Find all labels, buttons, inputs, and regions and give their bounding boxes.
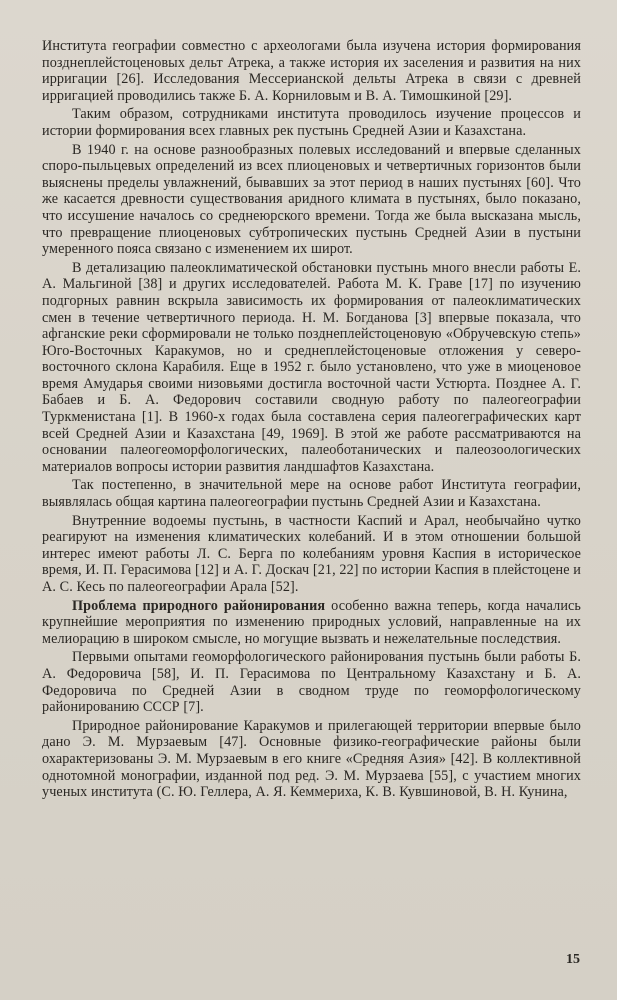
paragraph: Института географии совместно с археологами была изучена история формирования позднеплейстоценовых дельт Атрека, а также история их заселения и развития на них ирригации [26]. Исследования Мессерианской дельты Атрека в связи с древней ирригацией проводились также Б. А. Корниловым и В. А. Тимошкиной [29]. <box>42 38 581 104</box>
page-number: 15 <box>566 952 580 967</box>
body-text <box>42 38 581 801</box>
section-heading-inline: Проблема природного районирования <box>72 597 326 614</box>
paragraph <box>42 598 581 648</box>
paragraph-continuation: особенно важна теперь, когда начались крупнейшие мероприятия по изменению природных условий, направленные на их мелиорацию в широком смысле, но могущие вызвать и нежелательные последствия. <box>42 597 581 647</box>
paragraph: Природное районирование Каракумов и прилегающей территории впервые было дано Э. М. Мурзаевым [47]. Основные физико-географические районы были охарактеризованы Э. М. Мурзаевым в его книге «Средняя Азия» [42]. В коллективной однотомной монографии, изданной под ред. Э. М. Мурзаева [55], с участием многих ученых института (С. Ю. Геллера, А. Я. Кеммериха, К. В. Кувшиновой, В. Н. Кунина, <box>42 717 581 801</box>
paragraph: В 1940 г. на основе разнообразных полевых исследований и впервые сделанных споро-пыльцевых определений из всех плиоценовых и четвертичных горизонтов были выяснены пределы увлажнений, бывавших за этот период в наших пустынях [60]. Что же касается древности существования аридного климата в пустынях, было показано, что иссушение началось со среднеюрского времени. Тогда же была высказана мысль, что превращение плиоценовых субтропических пустынь Средней Азии в пустыни умеренного пояса связано с изменением их широт. <box>42 141 581 258</box>
paragraph: Так постепенно, в значительной мере на основе работ Института географии, выявлялась общая картина палеогеографии пустынь Средней Азии и Казахстана. <box>42 477 581 511</box>
paragraph: Внутренние водоемы пустынь, в частности Каспий и Арал, необычайно чутко реагируют на изменения климатических колебаний. И в этом отношении большой интерес имеют работы Л. С. Берга по колебаниям уровня Каспия в историческое время, И. П. Герасимова [12] и А. Г. Доскач [21, 22] по истории Каспия в плейстоцене и А. С. Кесь по палеогеографии Арала [52]. <box>42 512 581 595</box>
paragraph: Таким образом, сотрудниками института проводилось изучение процессов и истории формирования всех главных рек пустынь Средней Азии и Казахстана. <box>42 106 581 139</box>
paragraph: Первыми опытами геоморфологического районирования пустынь были работы Б. А. Федоровича [58], И. П. Герасимова по Центральному Казахстану и Б. А. Федоровича по Средней Азии в сводном труде по геоморфологическому районированию СССР [7]. <box>42 649 581 716</box>
paragraph: В детализацию палеоклиматической обстановки пустынь много внесли работы Е. А. Мальгиной [38] и других исследователей. Работа М. К. Граве [17] по изучению подгорных равнин вскрыла зависимость их формирования от палеоклиматических смен в течение четвертичного периода. Н. М. Богданова [3] впервые показала, что афганские реки сформировали не только позднеплейстоценовую «Обручевскую степь» Юго-Восточных Каракумов, но и среднеплейстоценовые отложения у северо-восточного склона Карабиля. Еще в 1952 г. было установлено, что уже в миоценовое время Амударья своими низовьями достигла восточной части Устюрта. Позднее А. Г. Бабаев и Б. А. Федорович составили сводную работу по палеогеографии Туркменистана [1]. В 1960-х годах была составлена серия палеогеграфических карт всей Средней Азии и Казахстана [49, 1969]. В этой же работе рассматриваются на основании палеогеоморфологических, палеоботанических и палеозоологических материалов вопросы истории развития ландшафтов Казахстана. <box>42 259 581 475</box>
